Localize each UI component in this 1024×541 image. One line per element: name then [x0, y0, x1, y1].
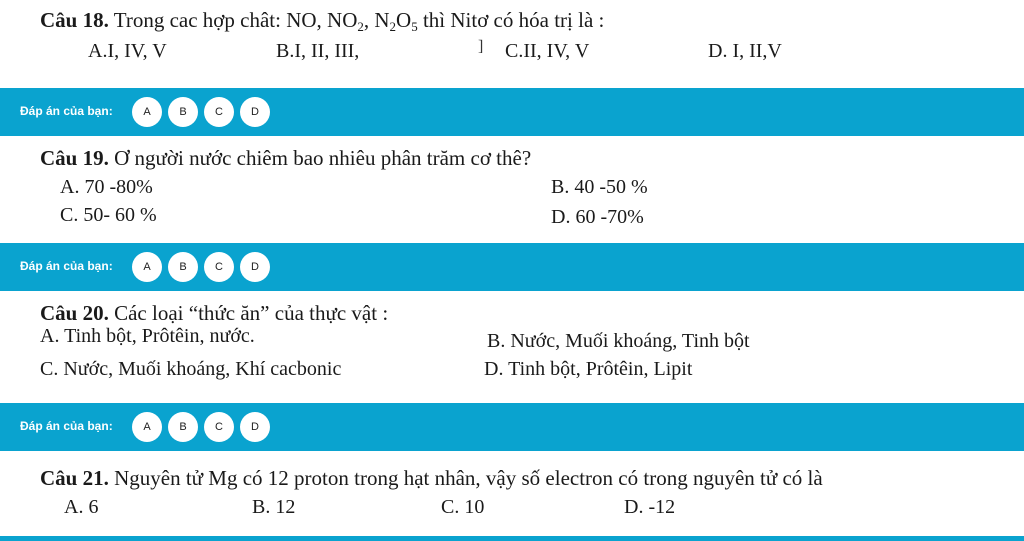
- choice-b-button[interactable]: B: [168, 97, 198, 127]
- question-number: Câu 20.: [40, 301, 109, 325]
- choice-d-button[interactable]: D: [240, 252, 270, 282]
- stray-mark: ]: [478, 38, 484, 55]
- option-b: B. 40 -50 %: [551, 176, 648, 198]
- choice-d-button[interactable]: D: [240, 412, 270, 442]
- option-a: A.I, IV, V: [88, 40, 167, 62]
- choice-a-button[interactable]: A: [132, 97, 162, 127]
- question-18: [40, 8, 604, 33]
- option-c: C. Nước, Muối khoáng, Khí cacbonic: [40, 358, 342, 380]
- question-20: [40, 301, 388, 326]
- option-a: A. 70 -80%: [60, 176, 153, 198]
- question-21: [40, 466, 823, 491]
- answer-label: Đáp án của bạn:: [20, 104, 113, 118]
- bottom-divider: [0, 536, 1024, 541]
- option-d: D. Tinh bột, Prôtêin, Lipit: [484, 358, 693, 380]
- choice-a-button[interactable]: A: [132, 252, 162, 282]
- choice-b-button[interactable]: B: [168, 412, 198, 442]
- question-text: Ơ người nước chiêm bao nhiêu phân trăm cơ thê?: [114, 146, 532, 170]
- option-a: A. 6: [64, 496, 99, 518]
- option-c: C.II, IV, V: [505, 40, 590, 62]
- question-number: Câu 18.: [40, 8, 109, 32]
- question-text: Các loại “thức ăn” của thực vật :: [114, 301, 389, 325]
- answer-label: Đáp án của bạn:: [20, 419, 113, 433]
- option-b: B. Nước, Muối khoáng, Tinh bột: [487, 330, 750, 352]
- choice-c-button[interactable]: C: [204, 97, 234, 127]
- choice-b-button[interactable]: B: [168, 252, 198, 282]
- choice-c-button[interactable]: C: [204, 412, 234, 442]
- choice-d-button[interactable]: D: [240, 97, 270, 127]
- option-b: B. 12: [252, 496, 296, 518]
- question-number: Câu 19.: [40, 146, 109, 170]
- answer-bar: [0, 88, 1024, 136]
- option-d: D. 60 -70%: [551, 206, 644, 228]
- option-c: C. 50- 60 %: [60, 204, 157, 226]
- option-b: B.I, II, III,: [276, 40, 360, 62]
- choice-a-button[interactable]: A: [132, 412, 162, 442]
- option-c: C. 10: [441, 496, 485, 518]
- answer-bar: [0, 403, 1024, 451]
- option-a: A. Tinh bột, Prôtêin, nước.: [40, 325, 255, 347]
- question-text: Nguyên tử Mg có 12 proton trong hạt nhân, vậy số electron có trong nguyên tử có là: [114, 466, 823, 490]
- question-text: Trong cac hợp chât: NO, $NO_2$, $N_2O_5$ thì Nitơ có hóa trị là :: [113, 8, 605, 34]
- choice-c-button[interactable]: C: [204, 252, 234, 282]
- option-d: D. -12: [624, 496, 676, 518]
- question-number: Câu 21.: [40, 466, 109, 490]
- answer-label: Đáp án của bạn:: [20, 259, 113, 273]
- question-19: [40, 146, 531, 171]
- option-d: D. I, II,V: [708, 40, 782, 62]
- answer-bar: [0, 243, 1024, 291]
